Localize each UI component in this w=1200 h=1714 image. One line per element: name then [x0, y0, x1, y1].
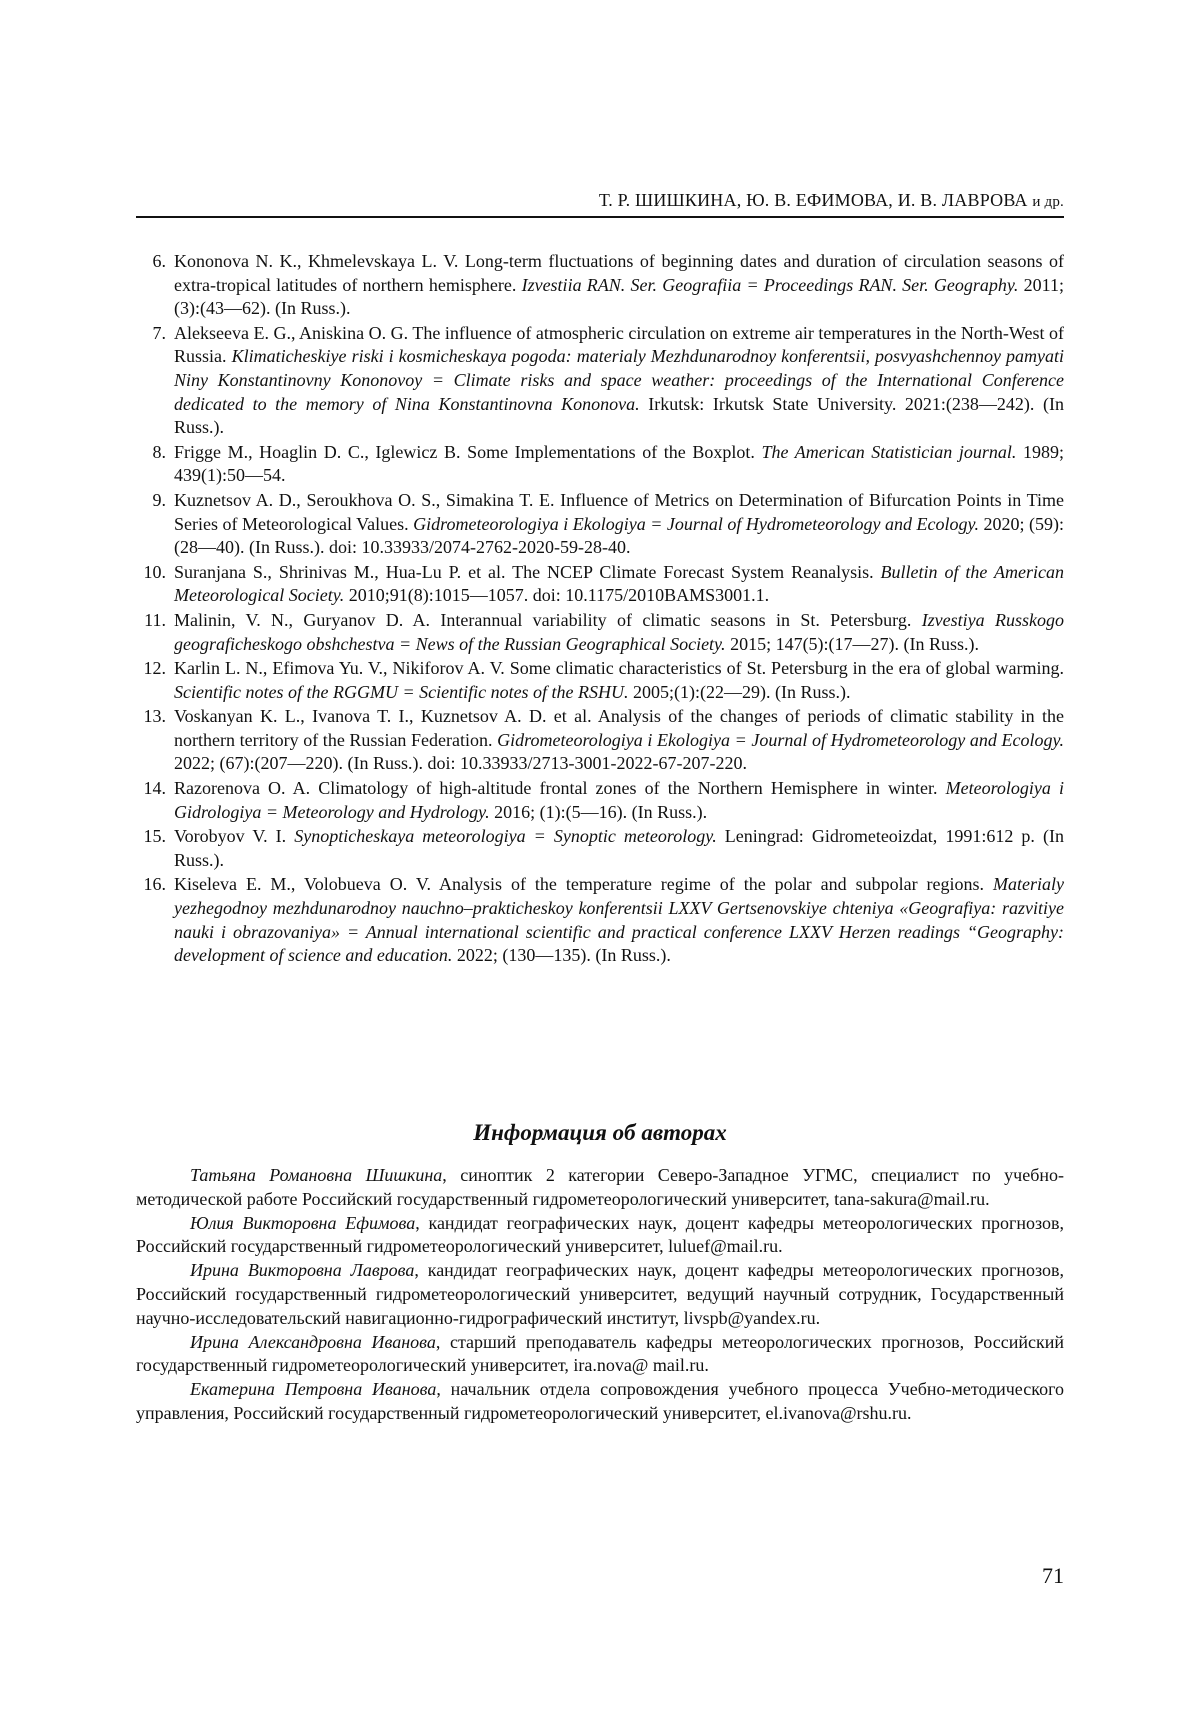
reference-number: 8. [152, 441, 166, 462]
reference-text: Suranjana S., Shrinivas M., Hua-Lu P. et al. The NCEP Climate Forecast System Reanalysis. Bulletin of the American Meteorological Society. 2010;91(8):1015—1057. doi: 10.1175/2010BAMS3001.1. [174, 561, 1064, 606]
running-head [136, 190, 1064, 218]
reference-item [136, 441, 1064, 488]
reference-item [136, 657, 1064, 704]
author-details: , кандидат географических наук, доцент кафедры метеорологических прогнозов, Российский государственный гидрометеорологический университет, ведущий научный сотрудник, Государственный научно-исследовательский навигационно-гидрографический институт, livspb@yandex.ru. [136, 1260, 1064, 1328]
reference-item [136, 561, 1064, 608]
reference-number: 13. [143, 706, 166, 727]
reference-number: 7. [152, 322, 166, 343]
author-details: , синоптик 2 категории Северо-Западное УГМС, специалист по учебно-методической работе Российский государственный гидрометеорологический университет, tana-sakura@mail.ru. [136, 1165, 1064, 1209]
reference-number: 15. [143, 826, 166, 847]
reference-item [136, 489, 1064, 560]
author-paragraph [136, 1331, 1064, 1379]
page-number: 71 [1042, 1563, 1064, 1588]
reference-item [136, 825, 1064, 872]
author-details: , старший преподаватель кафедры метеорологических прогнозов, Российский государственный гидрометеорологический университет, ira.nova@ mail.ru. [136, 1331, 1064, 1376]
reference-text: Frigge M., Hoaglin D. C., Iglewicz B. Some Implementations of the Boxplot. The American Statistician journal. 1989; 439(1):50—54. [174, 441, 1064, 486]
author-paragraph [136, 1259, 1064, 1330]
author-name: Ирина Викторовна Лаврова [190, 1260, 415, 1281]
author-name: Татьяна Романовна Шишкина [190, 1165, 443, 1185]
section-title: Информация об авторах [473, 1120, 727, 1145]
reference-text: Karlin L. N., Efimova Yu. V., Nikiforov A. V. Some climatic characteristics of St. Petersburg in the era of global warming. Scientific notes of the RGGMU = Scientific notes of the RSHU. 2005;(1):(22—29). (In Russ.). [174, 658, 1064, 702]
reference-text: Alekseeva E. G., Aniskina O. G. The influence of atmospheric circulation on extreme air temperatures in the North-West of Russia. Klimaticheskiye riski i kosmicheskaya pogoda: materialy Mezhdunarodnoy konferentsii, posvyashchennoy pamyati Niny Konstantinovny Kononovoy = Climate risks and space weather: proceedings of the International Conference dedicated to the memory of Nina Konstantinovna Kononova. Irkutsk: Irkutsk State University. 2021:(238—242). (In Russ.). [174, 322, 1065, 438]
reference-text: Razorenova O. A. Climatology of high-altitude frontal zones of the Northern Hemisphere in winter. Meteorologiya i Gidrologiya = Meteorology and Hydrology. 2016; (1):(5—16). (In Russ.). [174, 778, 1064, 822]
reference-item [136, 777, 1064, 824]
author-name: Юлия Викторовна Ефимова [190, 1212, 416, 1233]
author-paragraph [136, 1378, 1064, 1426]
running-head-et-al: и др. [1032, 194, 1064, 210]
reference-number: 14. [143, 778, 166, 799]
author-name: Ирина Александровна Иванова [190, 1331, 436, 1352]
running-head-authors: Т. Р. ШИШКИНА, Ю. В. ЕФИМОВА, И. В. ЛАВРОВА [598, 190, 1028, 210]
author-info [136, 1164, 1064, 1426]
author-name: Екатерина Петровна Иванова [190, 1379, 437, 1400]
reference-text: Malinin, V. N., Guryanov D. A. Interannual variability of climatic seasons in St. Petersburg. Izvestiya Russkogo geograficheskogo obshchestva = News of the Russian Geographical Society. 2015; 147(5):(17—27). (In Russ.). [174, 609, 1064, 654]
author-details: , кандидат географических наук, доцент кафедры метеорологических прогнозов, Российский государственный гидрометеорологический университет, luluef@mail.ru. [136, 1212, 1064, 1257]
reference-text: Vorobyov V. I. Synopticheskaya meteorologiya = Synoptic meteorology. Leningrad: Gidrometeoizdat, 1991:612 p. (In Russ.). [174, 826, 1064, 870]
reference-list [136, 250, 1064, 969]
reference-number: 11. [144, 609, 166, 630]
reference-text: Voskanyan K. L., Ivanova T. I., Kuznetsov A. D. et al. Analysis of the changes of periods of climatic stability in the northern territory of the Russian Federation. Gidrometeorologiya i Ekologiya = Journal of Hydrometeorology and Ecology. 2022; (67):(207—220). (In Russ.). doi: 10.33933/2713-3001-2022-67-207-220. [174, 706, 1065, 774]
reference-number: 9. [152, 489, 166, 510]
reference-text: Kononova N. K., Khmelevskaya L. V. Long-term fluctuations of beginning dates and duration of circulation seasons of extra-tropical latitudes of northern hemisphere. Izvestiia RAN. Ser. Geografiia = Proceedings RAN. Ser. Geography. 2011; (3):(43—62). (In Russ.). [174, 251, 1064, 319]
reference-item [136, 705, 1064, 776]
author-paragraph [136, 1212, 1064, 1260]
reference-number: 12. [143, 658, 166, 679]
reference-text: Kiseleva E. M., Volobueva O. V. Analysis of the temperature regime of the polar and subpolar regions. Materialy yezhegodnoy mezhdunarodnoy nauchno–prakticheskoy konferentsii LXXV Gertsenovskiye chteniya «Geografiya: razvitiye nauki i obrazovaniya» = Annual international scientific and practical conference LXXV Herzen readings “Geography: development of science and education. 2022; (130—135). (In Russ.). [174, 874, 1064, 966]
reference-number: 16. [143, 874, 166, 895]
author-paragraph [136, 1164, 1064, 1212]
reference-item [136, 873, 1064, 967]
reference-item [136, 322, 1064, 440]
reference-number: 10. [143, 561, 166, 582]
author-details: , начальник отдела сопровождения учебного процесса Учебно-методического управления, Российский государственный гидрометеорологический университет, el.ivanova@rshu.ru. [136, 1379, 1064, 1423]
reference-item [136, 250, 1064, 321]
reference-text: Kuznetsov A. D., Seroukhova O. S., Simakina T. E. Influence of Metrics on Determination of Bifurcation Points in Time Series of Meteorological Values. Gidrometeorologiya i Ekologiya = Journal of Hydrometeorology and Ecology. 2020; (59):(28—40). (In Russ.). doi: 10.33933/2074-2762-2020-59-28-40. [174, 489, 1065, 558]
reference-item [136, 609, 1064, 656]
reference-number: 6. [152, 251, 166, 271]
